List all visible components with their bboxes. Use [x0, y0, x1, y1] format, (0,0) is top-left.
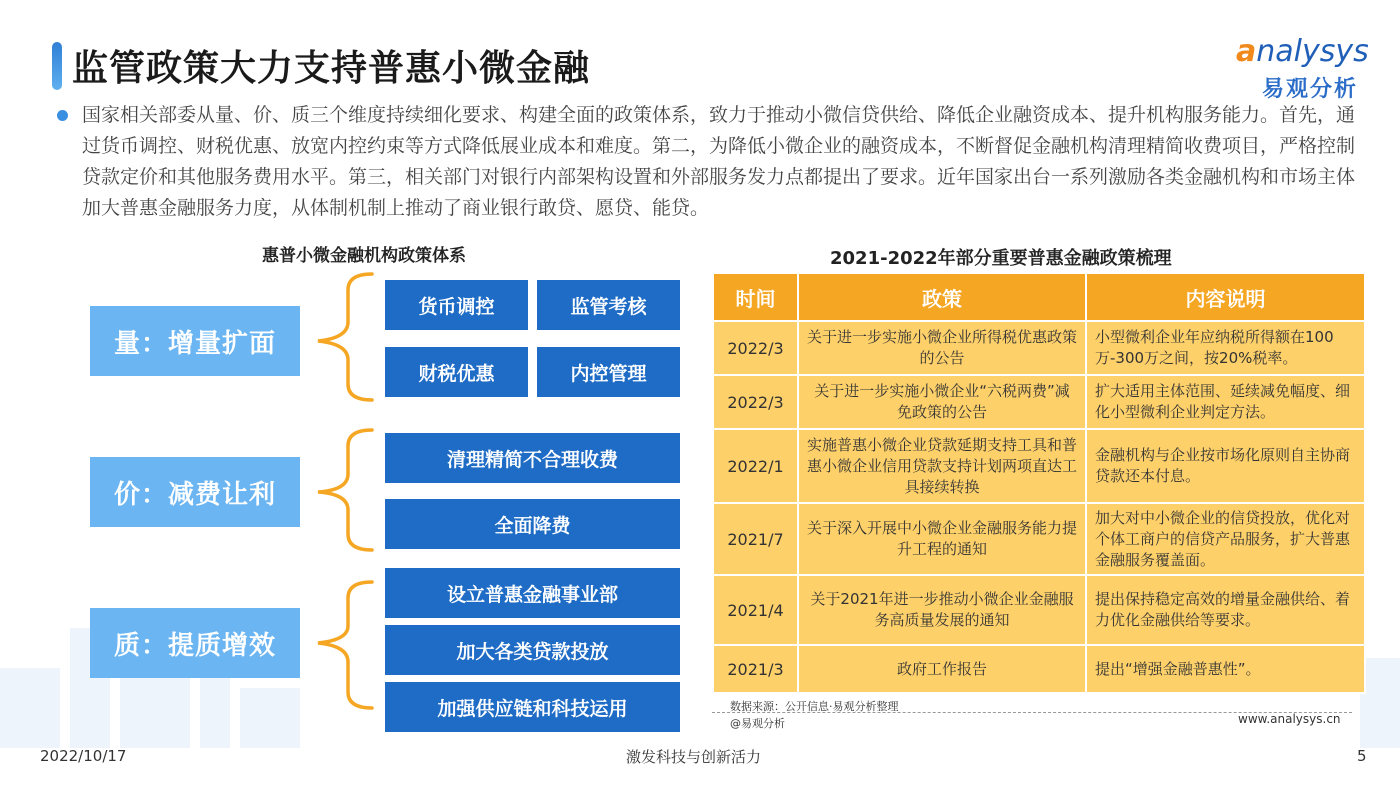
policy-box-supervision: 监管考核 [537, 280, 680, 330]
table-row [713, 321, 1365, 375]
logo-wordmark: analysys [1236, 34, 1369, 69]
website-url: www.analysys.cn [1238, 712, 1341, 726]
data-source: 数据来源：公开信息·易观分析整理 [730, 700, 899, 713]
cell-content: 金融机构与企业按市场化原则自主协商贷款还本付息。 [1086, 429, 1365, 503]
policy-box-loan-expansion: 加大各类贷款投放 [385, 625, 680, 675]
cell-content: 扩大适用主体范围、延续减免幅度、细化小型微利企业判定方法。 [1086, 375, 1365, 429]
policy-box-tax: 财税优惠 [385, 347, 528, 397]
category-price: 价：减费让利 [90, 457, 300, 527]
footer-date: 2022/10/17 [40, 747, 127, 765]
category-quality: 质：提质增效 [90, 608, 300, 678]
policy-box-inclusive-division: 设立普惠金融事业部 [385, 568, 680, 618]
policy-box-internal-control: 内控管理 [537, 347, 680, 397]
analysys-logo [1236, 34, 1376, 100]
policy-box-supply-chain-tech: 加强供应链和科技运用 [385, 682, 680, 732]
policy-box-fee-cleanup: 清理精简不合理收费 [385, 433, 680, 483]
table-row [713, 645, 1365, 693]
footer-slogan: 激发科技与创新活力 [626, 748, 762, 766]
diagram-title: 惠普小微金融机构政策体系 [262, 246, 466, 266]
table-header-row [713, 273, 1365, 321]
cell-time: 2021/7 [713, 503, 798, 575]
logo-chinese-name: 易观分析 [1262, 77, 1359, 102]
policy-table [712, 272, 1366, 694]
table-title: 2021-2022年部分重要普惠金融政策梳理 [830, 248, 1172, 269]
header-content: 内容说明 [1086, 273, 1365, 321]
table-row [713, 429, 1365, 503]
brace-connectors [300, 0, 390, 788]
cell-policy: 实施普惠小微企业贷款延期支持工具和普惠小微企业信用贷款支持计划两项直达工具接续转换 [798, 429, 1086, 503]
cell-policy: 关于进一步实施小微企业所得税优惠政策的公告 [798, 321, 1086, 375]
intro-paragraph: 国家相关部委从量、价、质三个维度持续细化要求、构建全面的政策体系，致力于推动小微信贷供给、降低企业融资成本、提升机构服务能力。首先，通过货币调控、财税优惠、放宽内控约束等方式降低展业成本和难度。第二，为降低小微企业的融资成本，不断督促金融机构清理精简收费项目，严格控制贷款定价和其他服务费用水平。第三，相关部门对银行内部架构设置和外部服务发力点都提出了要求。近年国家出台一系列激励各类金融机构和市场主体加大普惠金融服务力度，从体制机制上推动了商业银行敢贷、愿贷、能贷。 [82, 104, 1356, 219]
policy-box-monetary: 货币调控 [385, 280, 528, 330]
cell-time: 2021/3 [713, 645, 798, 693]
table-row [713, 575, 1365, 645]
cell-policy: 政府工作报告 [798, 645, 1086, 693]
category-quantity: 量：增量扩面 [90, 306, 300, 376]
cell-time: 2022/3 [713, 321, 798, 375]
header-time: 时间 [713, 273, 798, 321]
cell-content: 提出保持稳定高效的增量金融供给、着力优化金融供给等要求。 [1086, 575, 1365, 645]
copyright-note: @易观分析 [730, 717, 785, 730]
table-row [713, 375, 1365, 429]
cell-content: 加大对中小微企业的信贷投放，优化对个体工商户的信贷产品服务，扩大普惠金融服务覆盖面。 [1086, 503, 1365, 575]
cell-time: 2022/1 [713, 429, 798, 503]
page-number: 5 [1357, 747, 1367, 765]
cell-time: 2022/3 [713, 375, 798, 429]
cell-content: 小型微利企业年应纳税所得额在100万-300万之间，按20%税率。 [1086, 321, 1365, 375]
cell-policy: 关于进一步实施小微企业“六税两费”减免政策的公告 [798, 375, 1086, 429]
table-row [713, 503, 1365, 575]
cell-time: 2021/4 [713, 575, 798, 645]
header-policy: 政策 [798, 273, 1086, 321]
title-accent-bar [52, 42, 62, 90]
cell-content: 提出“增强金融普惠性”。 [1086, 645, 1365, 693]
cell-policy: 关于2021年进一步推动小微企业金融服务高质量发展的通知 [798, 575, 1086, 645]
cell-policy: 关于深入开展中小微企业金融服务能力提升工程的通知 [798, 503, 1086, 575]
page-title: 监管政策大力支持普惠小微金融 [72, 48, 591, 89]
bullet-dot [57, 110, 68, 121]
policy-box-fee-reduction: 全面降费 [385, 499, 680, 549]
